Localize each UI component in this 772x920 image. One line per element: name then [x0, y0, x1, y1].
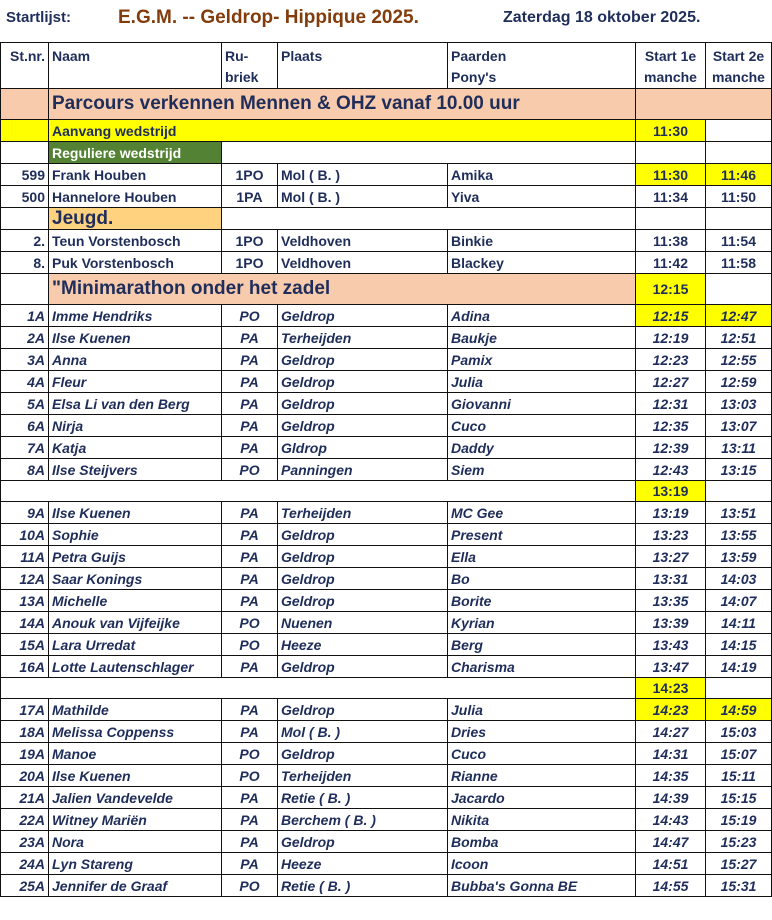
paard-cell: Daddy — [448, 437, 636, 459]
plaats-cell: Geldrop — [278, 590, 448, 612]
start2-cell: 11:50 — [706, 186, 772, 208]
rubriek-cell: PA — [222, 809, 278, 831]
plaats-cell: Geldrop — [278, 524, 448, 546]
stnr-cell: 500 — [1, 186, 49, 208]
stnr-cell: 11A — [1, 546, 49, 568]
start2-cell: 12:59 — [706, 371, 772, 393]
table-row — [1, 612, 772, 634]
plaats-cell: Gldrop — [278, 437, 448, 459]
start1-cell: 12:23 — [636, 349, 706, 371]
plaats-cell: Geldrop — [278, 305, 448, 327]
table-row — [1, 787, 772, 809]
table-row — [1, 349, 772, 371]
start2-cell: 15:31 — [706, 875, 772, 897]
section-jeugd-label: Jeugd. — [49, 208, 222, 230]
paard-cell: Dries — [448, 721, 636, 743]
start2-cell: 13:59 — [706, 546, 772, 568]
start1-cell: 13:31 — [636, 568, 706, 590]
naam-cell: Witney Mariën — [49, 809, 222, 831]
start2-cell: 15:23 — [706, 831, 772, 853]
naam-cell: Hannelore Houben — [49, 186, 222, 208]
rubriek-cell: PA — [222, 721, 278, 743]
rubriek-cell: PA — [222, 437, 278, 459]
plaats-cell: Mol ( B. ) — [278, 164, 448, 186]
table-row — [1, 853, 772, 875]
stnr-cell: 17A — [1, 699, 49, 721]
paard-cell: Julia — [448, 371, 636, 393]
stnr-cell: 25A — [1, 875, 49, 897]
paard-cell: Cuco — [448, 743, 636, 765]
plaats-cell: Heeze — [278, 853, 448, 875]
parcours-title: Parcours verkennen Mennen & OHZ vanaf 10.00 uur — [49, 89, 636, 120]
start1-cell: 11:42 — [636, 252, 706, 274]
start1-cell: 14:23 — [636, 699, 706, 721]
start2-cell: 14:03 — [706, 568, 772, 590]
section-reguliere — [1, 142, 772, 164]
naam-cell: Katja — [49, 437, 222, 459]
start2-cell: 14:15 — [706, 634, 772, 656]
plaats-cell: Geldrop — [278, 371, 448, 393]
rubriek-cell: PA — [222, 371, 278, 393]
plaats-cell: Geldrop — [278, 546, 448, 568]
plaats-cell: Mol ( B. ) — [278, 186, 448, 208]
rubriek-cell: PA — [222, 546, 278, 568]
start2-cell: 13:55 — [706, 524, 772, 546]
rubriek-cell: PO — [222, 305, 278, 327]
start1-cell: 13:35 — [636, 590, 706, 612]
start1-cell: 14:31 — [636, 743, 706, 765]
plaats-cell: Geldrop — [278, 415, 448, 437]
start2-cell: 15:07 — [706, 743, 772, 765]
plaats-cell: Geldrop — [278, 656, 448, 678]
naam-cell: Teun Vorstenbosch — [49, 230, 222, 252]
rubriek-cell: 1PA — [222, 186, 278, 208]
rubriek-cell: PA — [222, 393, 278, 415]
rubriek-cell: 1PO — [222, 230, 278, 252]
naam-cell: Lara Urredat — [49, 634, 222, 656]
col-plaats: Plaats — [278, 43, 448, 89]
table-row — [1, 164, 772, 186]
paard-cell: Giovanni — [448, 393, 636, 415]
stnr-cell: 23A — [1, 831, 49, 853]
stnr-cell: 8A — [1, 459, 49, 481]
start1-cell: 12:31 — [636, 393, 706, 415]
paard-cell: Bubba's Gonna BE — [448, 875, 636, 897]
break-row-2 — [1, 678, 772, 699]
start2-cell: 13:51 — [706, 502, 772, 524]
paard-cell: Charisma — [448, 656, 636, 678]
naam-cell: Anna — [49, 349, 222, 371]
start1-cell: 11:34 — [636, 186, 706, 208]
stnr-cell: 16A — [1, 656, 49, 678]
plaats-cell: Retie ( B. ) — [278, 875, 448, 897]
col-start2: Start 2e manche — [706, 43, 772, 89]
stnr-cell: 5A — [1, 393, 49, 415]
aanvang-label: Aanvang wedstrijd — [49, 120, 636, 142]
start2-cell: 14:07 — [706, 590, 772, 612]
rubriek-cell: PA — [222, 327, 278, 349]
plaats-cell: Panningen — [278, 459, 448, 481]
start1-cell: 11:30 — [636, 164, 706, 186]
paard-cell: Cuco — [448, 415, 636, 437]
naam-cell: Imme Hendriks — [49, 305, 222, 327]
section-minimarathon — [1, 274, 772, 305]
paard-cell: Pamix — [448, 349, 636, 371]
plaats-cell: Geldrop — [278, 743, 448, 765]
rubriek-cell: PA — [222, 787, 278, 809]
start2-cell: 14:19 — [706, 656, 772, 678]
stnr-cell: 8. — [1, 252, 49, 274]
paard-cell: Siem — [448, 459, 636, 481]
break-row-1 — [1, 481, 772, 502]
naam-cell: Nirja — [49, 415, 222, 437]
reguliere-label: Reguliere wedstrijd — [49, 142, 222, 164]
start1-cell: 13:43 — [636, 634, 706, 656]
stnr-cell: 19A — [1, 743, 49, 765]
table-row — [1, 590, 772, 612]
naam-cell: Mathilde — [49, 699, 222, 721]
start1-cell: 13:47 — [636, 656, 706, 678]
table-row — [1, 546, 772, 568]
plaats-cell: Retie ( B. ) — [278, 787, 448, 809]
plaats-cell: Geldrop — [278, 699, 448, 721]
start1-cell: 12:39 — [636, 437, 706, 459]
start2-cell: 13:15 — [706, 459, 772, 481]
start2-cell: 12:51 — [706, 327, 772, 349]
section-jeugd-time — [636, 208, 706, 230]
aanvang-time: 11:30 — [636, 120, 706, 142]
naam-cell: Petra Guijs — [49, 546, 222, 568]
paard-cell: Bo — [448, 568, 636, 590]
table-row — [1, 371, 772, 393]
rubriek-cell: PO — [222, 743, 278, 765]
paard-cell: Blackey — [448, 252, 636, 274]
start2-cell: 14:59 — [706, 699, 772, 721]
naam-cell: Lyn Stareng — [49, 853, 222, 875]
table-row — [1, 721, 772, 743]
start1-cell: 14:51 — [636, 853, 706, 875]
stnr-cell: 2A — [1, 327, 49, 349]
stnr-cell: 4A — [1, 371, 49, 393]
rubriek-cell: PO — [222, 875, 278, 897]
start1-cell: 13:27 — [636, 546, 706, 568]
col-paarden: Paarden Pony's — [448, 43, 636, 89]
paard-cell: Rianne — [448, 765, 636, 787]
table-row — [1, 393, 772, 415]
col-rubriek: Ru- briek — [222, 43, 278, 89]
rubriek-cell: 1PO — [222, 164, 278, 186]
paard-cell: Adina — [448, 305, 636, 327]
rubriek-cell: PA — [222, 699, 278, 721]
break-row-2-time: 14:23 — [636, 678, 706, 699]
naam-cell: Jalien Vandevelde — [49, 787, 222, 809]
rubriek-cell: PA — [222, 831, 278, 853]
table-row — [1, 415, 772, 437]
naam-cell: Manoe — [49, 743, 222, 765]
stnr-cell: 9A — [1, 502, 49, 524]
naam-cell: Lotte Lautenschlager — [49, 656, 222, 678]
start2-cell: 13:03 — [706, 393, 772, 415]
plaats-cell: Geldrop — [278, 393, 448, 415]
rubriek-cell: PA — [222, 415, 278, 437]
table-row — [1, 459, 772, 481]
start1-cell: 14:35 — [636, 765, 706, 787]
page-header — [0, 0, 772, 42]
stnr-cell: 10A — [1, 524, 49, 546]
table-row — [1, 699, 772, 721]
plaats-cell: Geldrop — [278, 831, 448, 853]
stnr-cell: 14A — [1, 612, 49, 634]
table-row — [1, 831, 772, 853]
start1-cell: 12:27 — [636, 371, 706, 393]
start1-cell: 14:43 — [636, 809, 706, 831]
naam-cell: Ilse Steijvers — [49, 459, 222, 481]
plaats-cell: Terheijden — [278, 327, 448, 349]
stnr-cell: 2. — [1, 230, 49, 252]
table-row — [1, 502, 772, 524]
rubriek-cell: PA — [222, 502, 278, 524]
start1-cell: 14:55 — [636, 875, 706, 897]
paard-cell: Berg — [448, 634, 636, 656]
paard-cell: Nikita — [448, 809, 636, 831]
rubriek-cell: PO — [222, 765, 278, 787]
rubriek-cell: PA — [222, 524, 278, 546]
rubriek-cell: PA — [222, 590, 278, 612]
stnr-cell: 3A — [1, 349, 49, 371]
start2-cell: 15:15 — [706, 787, 772, 809]
rubriek-cell: PA — [222, 568, 278, 590]
event-title: E.G.M. -- Geldrop- Hippique 2025. — [118, 7, 419, 28]
stnr-cell: 7A — [1, 437, 49, 459]
table-row — [1, 656, 772, 678]
paard-cell: Baukje — [448, 327, 636, 349]
event-date: Zaterdag 18 oktober 2025. — [503, 9, 701, 26]
naam-cell: Nora — [49, 831, 222, 853]
col-stnr: St.nr. — [1, 43, 49, 89]
paard-cell: Present — [448, 524, 636, 546]
table-row — [1, 765, 772, 787]
rubriek-cell: PO — [222, 459, 278, 481]
naam-cell: Anouk van Vijfeijke — [49, 612, 222, 634]
paard-cell: Kyrian — [448, 612, 636, 634]
start1-cell: 12:15 — [636, 305, 706, 327]
naam-cell: Frank Houben — [49, 164, 222, 186]
start2-cell: 15:03 — [706, 721, 772, 743]
section-aanvang — [1, 120, 772, 142]
start2-cell: 11:46 — [706, 164, 772, 186]
table-row — [1, 809, 772, 831]
plaats-cell: Berchem ( B. ) — [278, 809, 448, 831]
break-row-1-time: 13:19 — [636, 481, 706, 502]
rubriek-cell: PO — [222, 634, 278, 656]
plaats-cell: Mol ( B. ) — [278, 721, 448, 743]
start1-cell: 12:19 — [636, 327, 706, 349]
col-naam: Naam — [49, 43, 222, 89]
stnr-cell: 1A — [1, 305, 49, 327]
stnr-cell: 20A — [1, 765, 49, 787]
naam-cell: Fleur — [49, 371, 222, 393]
paard-cell: MC Gee — [448, 502, 636, 524]
start2-cell: 15:27 — [706, 853, 772, 875]
table-row — [1, 524, 772, 546]
stnr-cell: 599 — [1, 164, 49, 186]
stnr-cell: 15A — [1, 634, 49, 656]
naam-cell: Puk Vorstenbosch — [49, 252, 222, 274]
start1-cell: 14:39 — [636, 787, 706, 809]
rubriek-cell: PA — [222, 349, 278, 371]
paard-cell: Jacardo — [448, 787, 636, 809]
column-header-row — [1, 43, 772, 89]
paard-cell: Binkie — [448, 230, 636, 252]
start1-cell: 12:43 — [636, 459, 706, 481]
table-row — [1, 230, 772, 252]
paard-cell: Icoon — [448, 853, 636, 875]
paard-cell: Borite — [448, 590, 636, 612]
paard-cell: Ella — [448, 546, 636, 568]
table-row — [1, 743, 772, 765]
stnr-cell: 24A — [1, 853, 49, 875]
rubriek-cell: PA — [222, 853, 278, 875]
start1-cell: 12:35 — [636, 415, 706, 437]
table-row — [1, 327, 772, 349]
start1-cell: 13:23 — [636, 524, 706, 546]
table-row — [1, 634, 772, 656]
plaats-cell: Geldrop — [278, 349, 448, 371]
naam-cell: Saar Konings — [49, 568, 222, 590]
paard-cell: Yiva — [448, 186, 636, 208]
start2-cell: 11:54 — [706, 230, 772, 252]
plaats-cell: Geldrop — [278, 568, 448, 590]
start2-cell: 12:55 — [706, 349, 772, 371]
naam-cell: Elsa Li van den Berg — [49, 393, 222, 415]
naam-cell: Michelle — [49, 590, 222, 612]
section-jeugd — [1, 208, 772, 230]
naam-cell: Ilse Kuenen — [49, 502, 222, 524]
naam-cell: Melissa Coppenss — [49, 721, 222, 743]
start1-cell: 13:39 — [636, 612, 706, 634]
stnr-cell: 22A — [1, 809, 49, 831]
section-minimarathon-label: "Minimarathon onder het zadel — [49, 274, 636, 305]
start1-cell: 14:27 — [636, 721, 706, 743]
naam-cell: Jennifer de Graaf — [49, 875, 222, 897]
startlijst-label: Startlijst: — [6, 9, 72, 26]
rubriek-cell: 1PO — [222, 252, 278, 274]
table-row — [1, 186, 772, 208]
start1-cell: 13:19 — [636, 502, 706, 524]
start1-cell: 11:38 — [636, 230, 706, 252]
table-row — [1, 568, 772, 590]
naam-cell: Ilse Kuenen — [49, 765, 222, 787]
section-minimarathon-time: 12:15 — [636, 274, 706, 305]
paard-cell: Julia — [448, 699, 636, 721]
table-row — [1, 305, 772, 327]
plaats-cell: Heeze — [278, 634, 448, 656]
plaats-cell: Terheijden — [278, 502, 448, 524]
plaats-cell: Nuenen — [278, 612, 448, 634]
plaats-cell: Terheijden — [278, 765, 448, 787]
start1-cell: 14:47 — [636, 831, 706, 853]
table-row — [1, 875, 772, 897]
table-row — [1, 437, 772, 459]
col-start1: Start 1e manche — [636, 43, 706, 89]
start2-cell: 15:19 — [706, 809, 772, 831]
section-parcours — [1, 89, 772, 120]
stnr-cell: 18A — [1, 721, 49, 743]
paard-cell: Amika — [448, 164, 636, 186]
rubriek-cell: PA — [222, 656, 278, 678]
stnr-cell: 13A — [1, 590, 49, 612]
start2-cell: 14:11 — [706, 612, 772, 634]
table-row — [1, 252, 772, 274]
rubriek-cell: PO — [222, 612, 278, 634]
stnr-cell: 12A — [1, 568, 49, 590]
start2-cell: 11:58 — [706, 252, 772, 274]
plaats-cell: Veldhoven — [278, 230, 448, 252]
plaats-cell: Veldhoven — [278, 252, 448, 274]
start2-cell: 13:07 — [706, 415, 772, 437]
start-list-table — [0, 42, 772, 897]
start2-cell: 12:47 — [706, 305, 772, 327]
naam-cell: Sophie — [49, 524, 222, 546]
stnr-cell: 6A — [1, 415, 49, 437]
naam-cell: Ilse Kuenen — [49, 327, 222, 349]
start2-cell: 15:11 — [706, 765, 772, 787]
paard-cell: Bomba — [448, 831, 636, 853]
start2-cell: 13:11 — [706, 437, 772, 459]
stnr-cell: 21A — [1, 787, 49, 809]
